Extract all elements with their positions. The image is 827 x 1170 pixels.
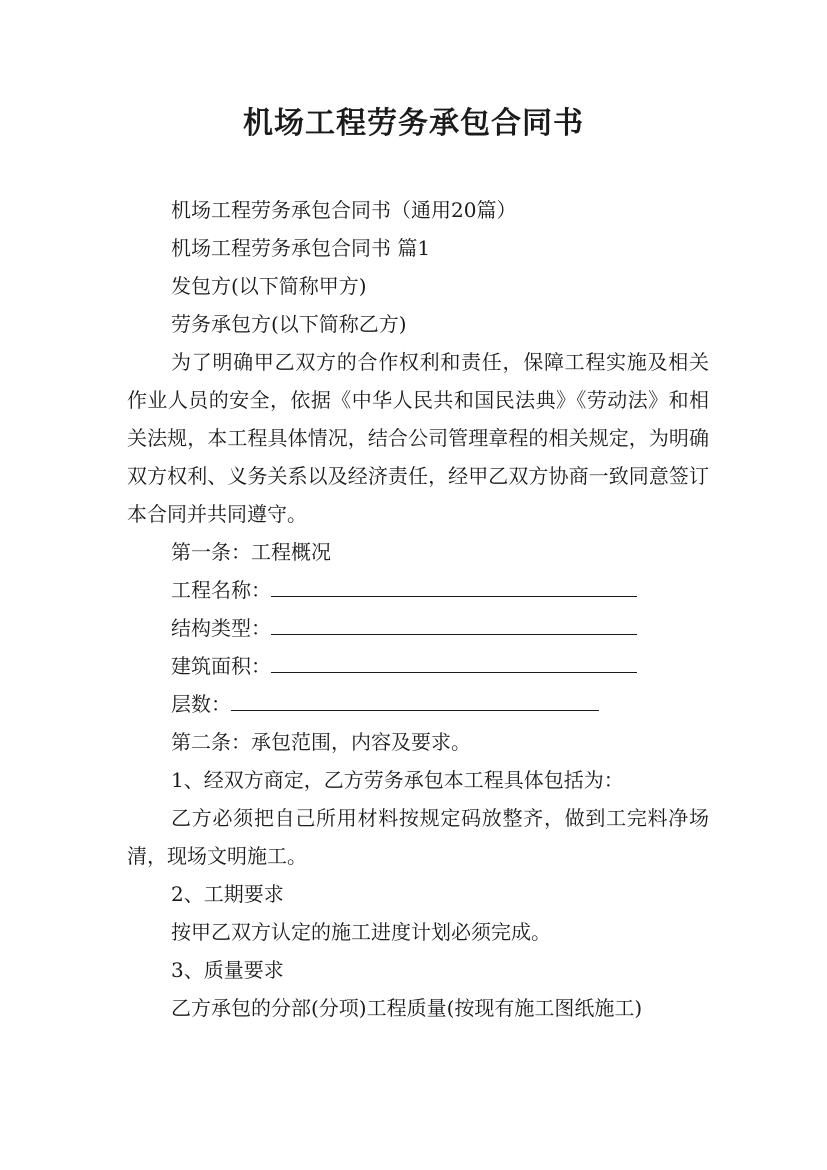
paragraph-party-b: 劳务承包方(以下简称乙方) [171,312,407,336]
field-label: 建筑面积： [171,654,271,678]
field-project-name [127,571,709,609]
document-body [127,191,709,1027]
paragraph-schedule-heading: 2、工期要求 [171,882,284,906]
paragraph-article-one: 第一条：工程概况 [171,540,331,564]
paragraph-quality-heading: 3、质量要求 [171,958,284,982]
paragraph-materials: 乙方必须把自己所用材料按规定码放整齐，做到工完料净场清，现场文明施工。 [127,806,709,868]
field-label: 工程名称： [171,578,271,602]
document-title: 机场工程劳务承包合同书 [243,106,584,141]
paragraph-article-two: 第二条：承包范围，内容及要求。 [171,730,471,754]
paragraph-preamble: 为了明确甲乙双方的合作权利和责任，保障工程实施及相关作业人员的安全，依据《中华人民共和国民法典》《劳动法》和相关法规，本工程具体情况，结合公司管理章程的相关规定，为明确双方权利、义务关系以及经济责任，经甲乙双方协商一致同意签订本合同并共同遵守。 [127,350,709,526]
blank-underline[interactable] [271,652,637,673]
field-floor-count [127,685,709,723]
paragraph-section-heading: 机场工程劳务承包合同书 篇1 [171,236,431,260]
field-structure-type [127,609,709,647]
paragraph-quality: 乙方承包的分部(分项)工程质量(按现有施工图纸施工) [171,996,643,1020]
paragraph-subtitle: 机场工程劳务承包合同书（通用20篇） [171,198,517,222]
field-building-area [127,647,709,685]
blank-underline[interactable] [271,576,637,597]
blank-underline[interactable] [231,690,599,711]
blank-underline[interactable] [271,614,637,635]
paragraph-schedule: 按甲乙双方认定的施工进度计划必须完成。 [171,920,551,944]
field-label: 层数： [171,692,231,716]
paragraph-scope: 1、经双方商定，乙方劳务承包本工程具体包括为： [171,768,624,792]
field-label: 结构类型： [171,616,271,640]
paragraph-party-a: 发包方(以下简称甲方) [171,274,367,298]
